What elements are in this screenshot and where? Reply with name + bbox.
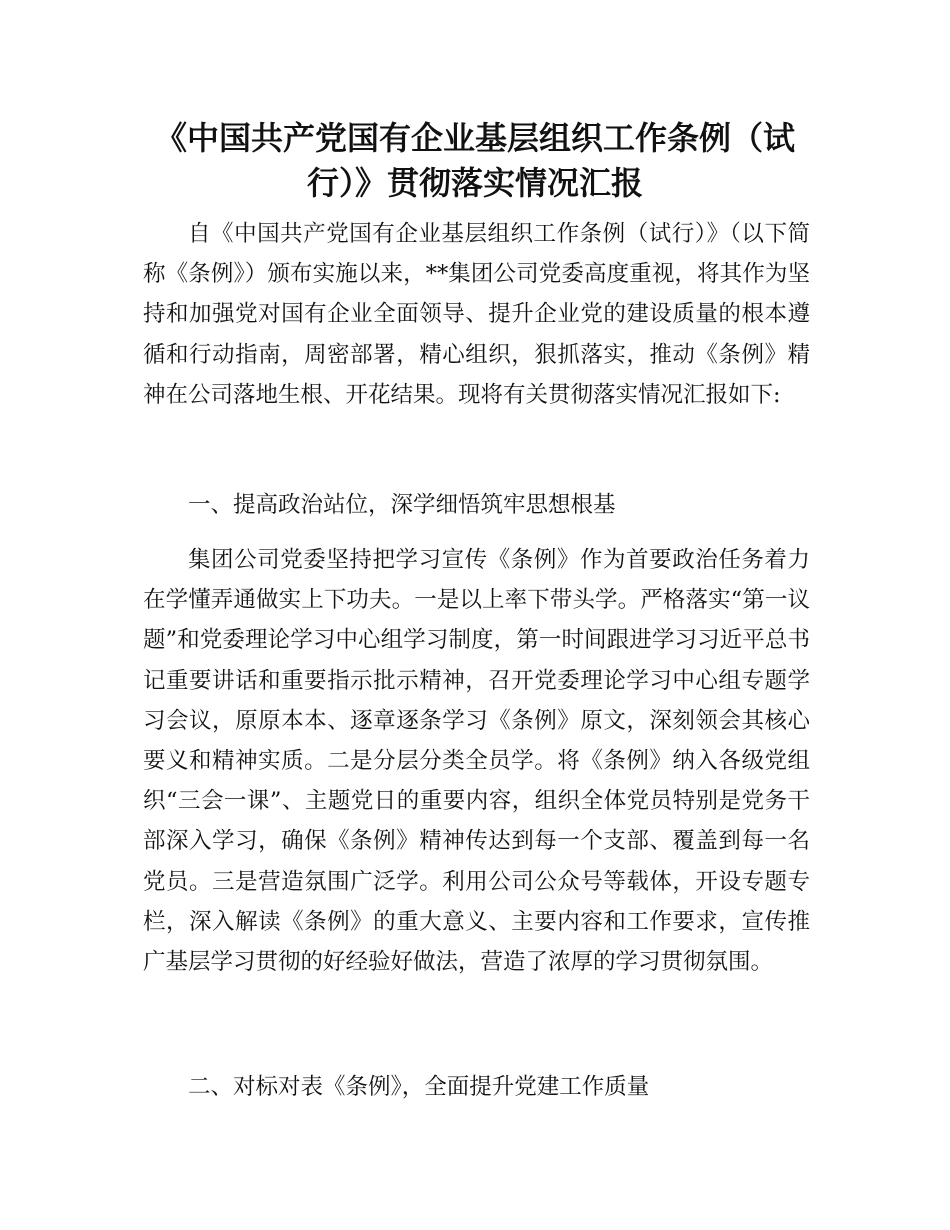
document-title: 《中国共产党国有企业基层组织工作条例（试行）》贯彻落实情况汇报 bbox=[154, 119, 795, 202]
section-2-heading: 二、对标对表《条例》，全面提升党建工作质量 bbox=[188, 1074, 650, 1100]
section-1-paragraph: 集团公司党委坚持把学习宣传《条例》作为首要政治任务着力在学懂弄通做实上下功夫。一是以上率下带头学。严格落实“第一议题”和党委理论学习中心组学习制度，第一时间跟进学习习近平总书记重要讲话和重要指示批示精神，召开党委理论学习中心组专题学习会议，原原本本、逐章逐条学习《条例》原文，深刻领会其核心要义和精神实质。二是分层分类全员学。将《条例》纳入各级党组织“三会一课”、主题党日的重要内容，组织全体党员特别是党务干部深入学习，确保《条例》精神传达到每一个支部、覆盖到每一名党员。三是营造氛围广泛学。利用公司公众号等载体，开设专题专栏，深入解读《条例》的重大意义、主要内容和工作要求，宣传推广基层学习贯彻的好经验好做法，营造了浓厚的学习贯彻氛围。 bbox=[143, 547, 810, 976]
section-1-heading: 一、提高政治站位，深学细悟筑牢思想根基 bbox=[188, 492, 616, 518]
intro-paragraph: 自《中国共产党国有企业基层组织工作条例（试行）》（以下简称《条例》）颁布实施以来，**集团公司党委高度重视，将其作为坚持和加强党对国有企业全面领导、提升企业党的建设质量的根本遵循和行动指南，周密部署，精心组织，狠抓落实，推动《条例》精神在公司落地生根、开花结果。现将有关贯彻落实情况汇报如下: bbox=[143, 221, 810, 408]
